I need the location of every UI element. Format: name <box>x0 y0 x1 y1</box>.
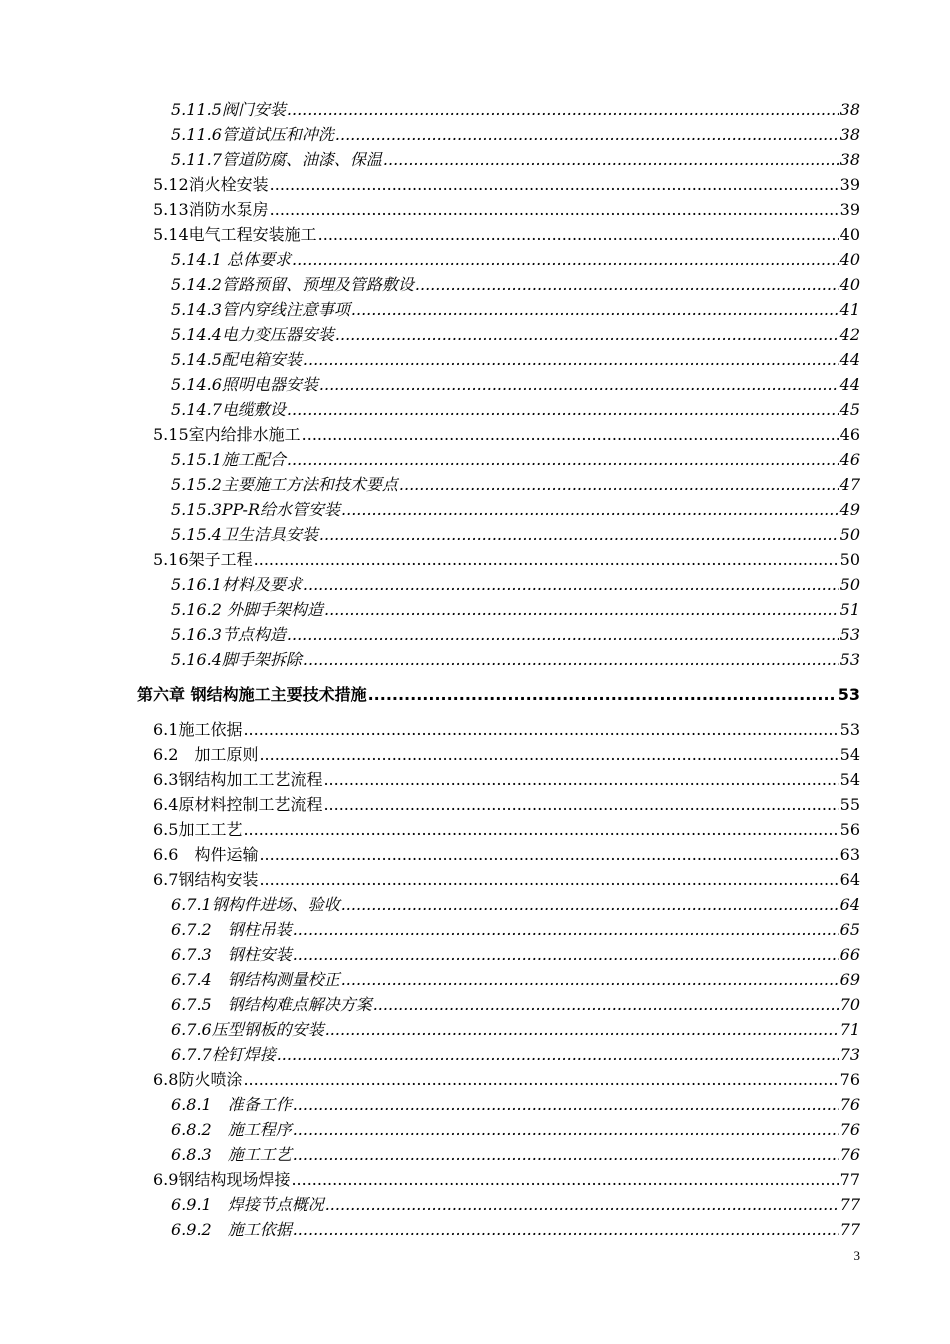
toc-leader-dots <box>341 892 839 917</box>
toc-entry[interactable] <box>137 942 860 967</box>
toc-entry[interactable] <box>137 472 860 497</box>
toc-entry-page: 71 <box>839 1020 860 1039</box>
toc-entry-title: 6.8.2 施工程序 <box>171 1120 292 1139</box>
toc-entry-page: 64 <box>839 870 860 889</box>
toc-entry[interactable] <box>137 992 860 1017</box>
toc-entry-page: 73 <box>839 1045 860 1064</box>
toc-entry-title: 6.7.4 钢结构测量校正 <box>171 970 340 989</box>
toc-entry-title: 6.9.2 施工依据 <box>171 1220 292 1239</box>
toc-entry-page: 69 <box>839 970 860 989</box>
page-number: 3 <box>853 1248 860 1263</box>
toc-entry-title: 5.15.4卫生洁具安装 <box>171 525 318 544</box>
toc-leader-dots <box>303 572 839 597</box>
toc-entry-page: 53 <box>839 625 860 644</box>
toc-leader-dots <box>319 522 839 547</box>
toc-entry[interactable] <box>137 1092 860 1117</box>
toc-entry-title: 5.14.7电缆敷设 <box>171 400 286 419</box>
toc-entry-title: 6.5加工工艺 <box>153 820 243 839</box>
toc-leader-dots <box>270 197 839 222</box>
toc-entry-page: 53 <box>837 685 860 704</box>
toc-entry[interactable] <box>137 1192 860 1217</box>
toc-leader-dots <box>293 1142 839 1167</box>
toc-entry[interactable] <box>137 647 860 672</box>
toc-leader-dots <box>259 842 838 867</box>
toc-entry-title: 5.15.1施工配合 <box>171 450 286 469</box>
toc-leader-dots <box>335 122 839 147</box>
table-of-contents <box>137 97 860 1242</box>
toc-entry[interactable] <box>137 572 860 597</box>
toc-leader-dots <box>335 322 839 347</box>
toc-leader-dots <box>324 597 839 622</box>
toc-leader-dots <box>293 942 839 967</box>
toc-entry[interactable] <box>137 447 860 472</box>
toc-entry-title: 6.8防火喷涂 <box>153 1070 243 1089</box>
toc-entry-page: 38 <box>839 150 860 169</box>
toc-entry[interactable] <box>137 372 860 397</box>
toc-entry[interactable] <box>137 717 860 742</box>
toc-entry-title: 6.8.1 准备工作 <box>171 1095 292 1114</box>
toc-entry-page: 77 <box>839 1195 860 1214</box>
toc-entry-title: 5.15.3PP-R给水管安装 <box>171 500 341 519</box>
toc-entry-title: 6.4原材料控制工艺流程 <box>153 795 323 814</box>
toc-entry[interactable] <box>137 147 860 172</box>
toc-entry-page: 50 <box>839 550 860 569</box>
toc-entry-title: 5.13消防水泵房 <box>153 200 269 219</box>
toc-leader-dots <box>325 1017 839 1042</box>
toc-entry[interactable] <box>137 172 860 197</box>
toc-entry-title: 5.16.1材料及要求 <box>171 575 302 594</box>
toc-entry-page: 40 <box>839 250 860 269</box>
toc-entry-title: 5.16.2 外脚手架构造 <box>171 600 323 619</box>
toc-leader-dots <box>383 147 839 172</box>
toc-leader-dots <box>319 372 839 397</box>
toc-leader-dots <box>303 347 839 372</box>
toc-entry[interactable] <box>137 222 860 247</box>
toc-leader-dots <box>318 222 839 247</box>
toc-entry-page: 39 <box>839 200 860 219</box>
toc-entry-page: 53 <box>839 650 860 669</box>
toc-entry-page: 65 <box>839 920 860 939</box>
toc-entry-title: 5.14.5配电箱安装 <box>171 350 302 369</box>
toc-entry-title: 5.14.1 总体要求 <box>171 250 291 269</box>
toc-entry[interactable] <box>137 522 860 547</box>
toc-leader-dots <box>292 247 839 272</box>
toc-entry-page: 49 <box>839 500 860 519</box>
toc-entry-title: 5.11.5阀门安装 <box>171 100 286 119</box>
toc-entry-title: 5.11.7管道防腐、油漆、保温 <box>171 150 382 169</box>
toc-leader-dots <box>287 97 839 122</box>
toc-entry-title: 5.14.6照明电器安装 <box>171 375 318 394</box>
toc-entry-title: 5.14电气工程安装施工 <box>153 225 317 244</box>
toc-entry-page: 76 <box>839 1120 860 1139</box>
toc-entry[interactable] <box>137 1142 860 1167</box>
toc-entry[interactable] <box>137 597 860 622</box>
toc-entry[interactable] <box>137 347 860 372</box>
toc-entry-page: 47 <box>839 475 860 494</box>
toc-entry-page: 55 <box>839 795 860 814</box>
toc-entry-page: 46 <box>839 450 860 469</box>
toc-entry-title: 6.3钢结构加工工艺流程 <box>153 770 323 789</box>
toc-entry-page: 40 <box>839 225 860 244</box>
toc-entry[interactable] <box>137 967 860 992</box>
toc-leader-dots <box>291 1167 838 1192</box>
toc-entry[interactable] <box>137 122 860 147</box>
toc-entry-page: 53 <box>839 720 860 739</box>
toc-leader-dots <box>243 1067 838 1092</box>
toc-entry-page: 42 <box>839 325 860 344</box>
toc-entry-title: 6.7.6压型钢板的安装 <box>171 1020 324 1039</box>
toc-entry-page: 51 <box>839 600 860 619</box>
toc-leader-dots <box>351 297 839 322</box>
toc-entry[interactable] <box>137 97 860 122</box>
toc-entry-title: 5.14.2管路预留、预埋及管路敷设 <box>171 275 414 294</box>
toc-entry[interactable] <box>137 1067 860 1092</box>
toc-entry-title: 6.6 构件运输 <box>153 845 259 864</box>
toc-entry[interactable] <box>137 397 860 422</box>
toc-leader-dots <box>399 472 839 497</box>
toc-entry-page: 44 <box>839 350 860 369</box>
toc-entry[interactable] <box>137 1117 860 1142</box>
toc-entry-title: 5.14.4电力变压器安装 <box>171 325 334 344</box>
toc-leader-dots <box>243 817 838 842</box>
toc-leader-dots <box>303 647 839 672</box>
toc-entry[interactable] <box>137 792 860 817</box>
toc-entry-page: 63 <box>839 845 860 864</box>
toc-entry-page: 66 <box>839 945 860 964</box>
toc-entry-title: 6.7.5 钢结构难点解决方案 <box>171 995 372 1014</box>
toc-entry-page: 44 <box>839 375 860 394</box>
toc-leader-dots <box>259 867 838 892</box>
toc-entry-page: 77 <box>839 1170 860 1189</box>
toc-entry[interactable] <box>137 497 860 522</box>
toc-entry-title: 5.16.3节点构造 <box>171 625 286 644</box>
toc-leader-dots <box>293 917 839 942</box>
toc-entry-page: 64 <box>839 895 860 914</box>
toc-entry[interactable] <box>137 817 860 842</box>
toc-leader-dots <box>341 967 839 992</box>
toc-leader-dots <box>293 1217 839 1242</box>
toc-entry-title: 6.7钢结构安装 <box>153 870 259 889</box>
toc-entry[interactable] <box>137 322 860 347</box>
toc-entry-page: 56 <box>839 820 860 839</box>
toc-entry-title: 5.16.4脚手架拆除 <box>171 650 302 669</box>
toc-chapter-entry[interactable] <box>137 682 860 707</box>
toc-leader-dots <box>415 272 839 297</box>
toc-leader-dots <box>287 622 839 647</box>
toc-entry-title: 6.9钢结构现场焊接 <box>153 1170 291 1189</box>
toc-entry-title: 5.14.3管内穿线注意事项 <box>171 300 350 319</box>
toc-entry-title: 6.8.3 施工工艺 <box>171 1145 292 1164</box>
toc-leader-dots <box>277 1042 839 1067</box>
toc-entry-title: 5.15室内给排水施工 <box>153 425 301 444</box>
toc-entry[interactable] <box>137 272 860 297</box>
toc-entry-page: 38 <box>839 100 860 119</box>
toc-entry-title: 6.7.1钢构件进场、验收 <box>171 895 340 914</box>
toc-entry[interactable] <box>137 622 860 647</box>
toc-entry-page: 76 <box>839 1145 860 1164</box>
toc-entry-page: 76 <box>839 1070 860 1089</box>
toc-leader-dots <box>287 397 839 422</box>
toc-entry-title: 5.16架子工程 <box>153 550 253 569</box>
toc-leader-dots <box>254 547 839 572</box>
toc-entry-title: 5.11.6管道试压和冲洗 <box>171 125 334 144</box>
toc-leader-dots <box>325 1192 839 1217</box>
toc-entry[interactable] <box>137 547 860 572</box>
toc-leader-dots <box>270 172 839 197</box>
toc-entry[interactable] <box>137 1017 860 1042</box>
toc-entry-page: 50 <box>839 525 860 544</box>
toc-entry-title: 6.1施工依据 <box>153 720 243 739</box>
toc-entry[interactable] <box>137 422 860 447</box>
toc-leader-dots <box>323 767 838 792</box>
toc-entry[interactable] <box>137 247 860 272</box>
toc-entry[interactable] <box>137 867 860 892</box>
toc-leader-dots <box>287 447 839 472</box>
toc-leader-dots <box>302 422 839 447</box>
toc-entry-page: 45 <box>839 400 860 419</box>
toc-entry-page: 41 <box>839 300 860 319</box>
toc-leader-dots <box>368 682 837 707</box>
toc-entry-page: 54 <box>839 770 860 789</box>
toc-entry-page: 38 <box>839 125 860 144</box>
toc-entry-title: 6.7.2 钢柱吊装 <box>171 920 292 939</box>
toc-leader-dots <box>373 992 839 1017</box>
toc-entry-title: 第六章 钢结构施工主要技术措施 <box>137 685 367 704</box>
toc-leader-dots <box>293 1117 839 1142</box>
toc-leader-dots <box>323 792 838 817</box>
toc-entry[interactable] <box>137 742 860 767</box>
toc-entry-title: 6.9.1 焊接节点概况 <box>171 1195 324 1214</box>
toc-entry-title: 6.2 加工原则 <box>153 745 259 764</box>
toc-entry[interactable] <box>137 892 860 917</box>
toc-entry[interactable] <box>137 842 860 867</box>
toc-entry-title: 6.7.7栓钉焊接 <box>171 1045 276 1064</box>
toc-entry[interactable] <box>137 917 860 942</box>
toc-entry-page: 39 <box>839 175 860 194</box>
toc-entry[interactable] <box>137 297 860 322</box>
toc-entry-page: 76 <box>839 1095 860 1114</box>
toc-entry-title: 5.12消火栓安装 <box>153 175 269 194</box>
toc-leader-dots <box>243 717 838 742</box>
toc-entry[interactable] <box>137 767 860 792</box>
toc-leader-dots <box>341 497 839 522</box>
toc-entry-page: 70 <box>839 995 860 1014</box>
toc-entry-page: 54 <box>839 745 860 764</box>
toc-entry-page: 46 <box>839 425 860 444</box>
toc-entry-title: 5.15.2主要施工方法和技术要点 <box>171 475 398 494</box>
toc-entry[interactable] <box>137 1167 860 1192</box>
toc-leader-dots <box>259 742 838 767</box>
toc-entry-page: 40 <box>839 275 860 294</box>
toc-leader-dots <box>293 1092 839 1117</box>
toc-entry-page: 50 <box>839 575 860 594</box>
toc-entry[interactable] <box>137 1042 860 1067</box>
toc-entry[interactable] <box>137 1217 860 1242</box>
toc-entry-page: 77 <box>839 1220 860 1239</box>
toc-entry[interactable] <box>137 197 860 222</box>
toc-entry-title: 6.7.3 钢柱安装 <box>171 945 292 964</box>
